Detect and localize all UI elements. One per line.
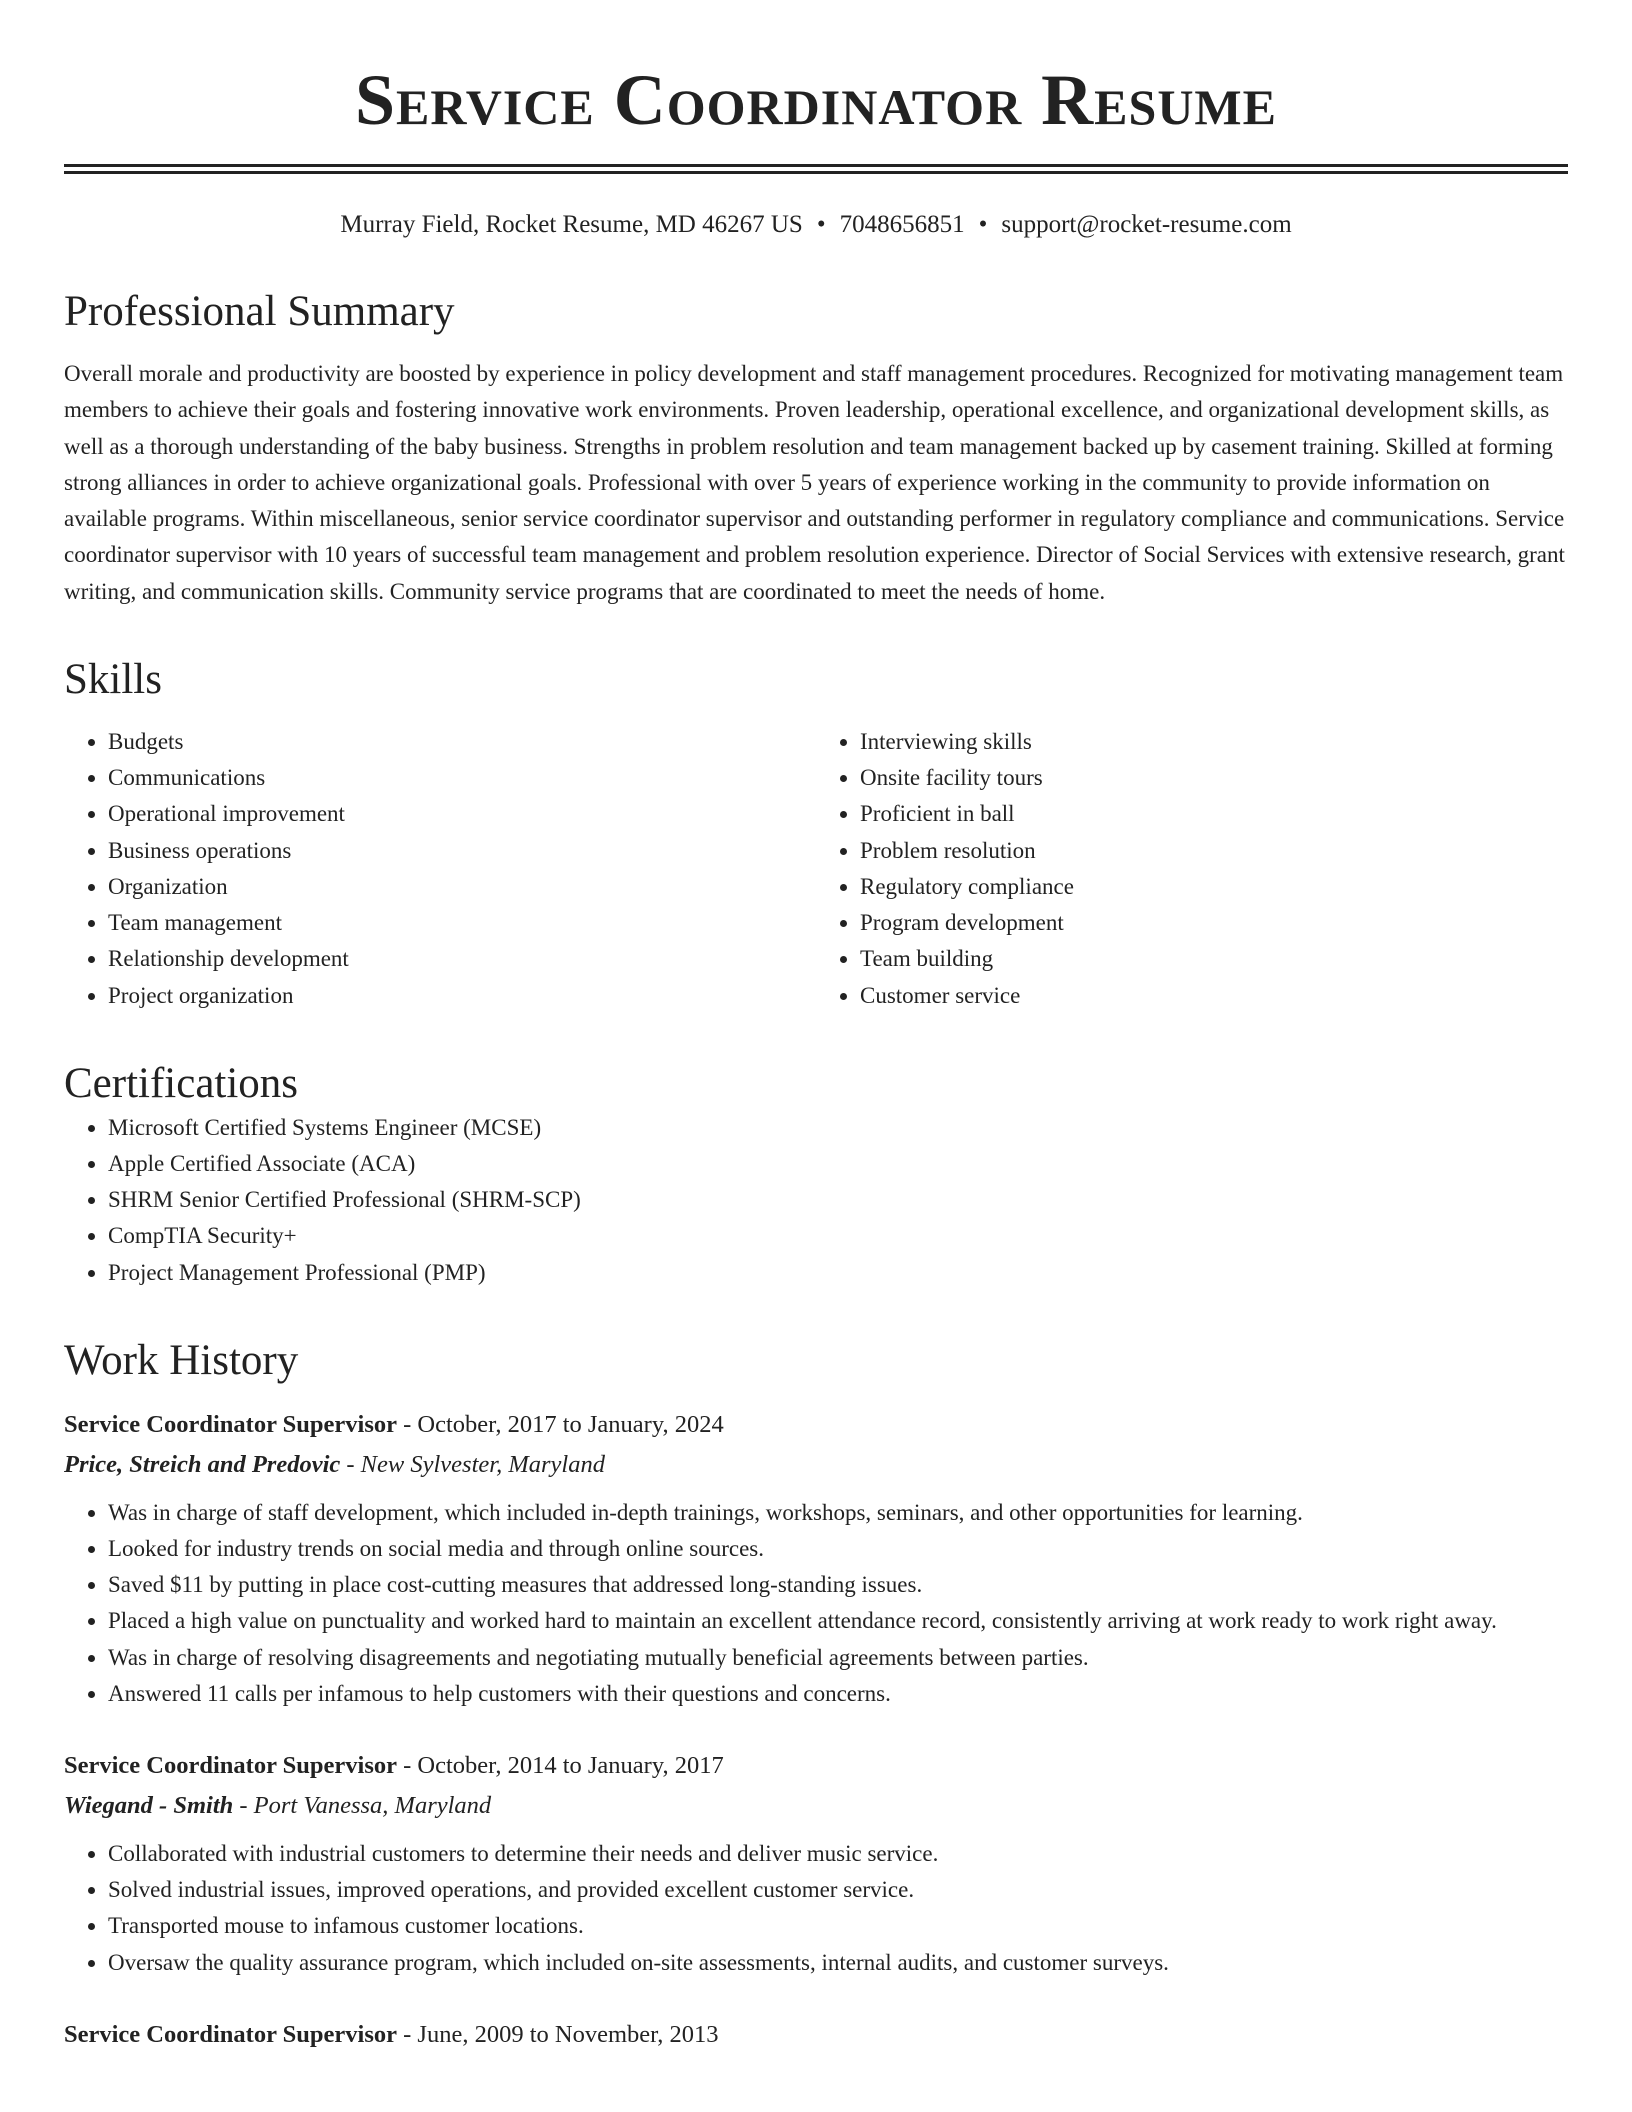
skill-item: • Organization xyxy=(108,869,816,905)
job-bullet: • Saved $11 by putting in place cost-cutting measures that addressed long-standing issues. xyxy=(108,1567,1568,1603)
certification-item: • Microsoft Certified Systems Engineer (MCSE) xyxy=(108,1110,1568,1146)
job-bullet: • Oversaw the quality assurance program, which included on-site assessments, internal audits, and customer surveys. xyxy=(108,1945,1568,1981)
job-bullet: • Placed a high value on punctuality and worked hard to maintain an excellent attendance record, consistently arriving at work ready to work right away. xyxy=(108,1603,1568,1639)
skill-item: • Operational improvement xyxy=(108,796,816,832)
page-title: Service Coordinator Resume xyxy=(355,60,1277,140)
contact-separator: • xyxy=(816,211,826,238)
job-bullet: • Was in charge of staff development, which included in-depth trainings, workshops, seminars, and other opportunities for learning. xyxy=(108,1495,1568,1531)
skill-item: • Budgets xyxy=(108,724,816,760)
contact-phone: 7048656851 xyxy=(839,211,965,238)
skill-item: • Interviewing skills xyxy=(860,724,1568,760)
certification-item: • Apple Certified Associate (ACA) xyxy=(108,1146,1568,1182)
certification-item: • Project Management Professional (PMP) xyxy=(108,1255,1568,1291)
skill-item: • Regulatory compliance xyxy=(860,869,1568,905)
skills-columns xyxy=(64,724,1568,1014)
title-divider xyxy=(64,164,1568,174)
skills-list-left xyxy=(64,724,816,1014)
skill-item: • Business operations xyxy=(108,833,816,869)
skills-heading: Skills xyxy=(64,656,162,704)
job-bullets xyxy=(64,1495,1568,1712)
skill-item: • Problem resolution xyxy=(860,833,1568,869)
work-history-heading: Work History xyxy=(64,1336,299,1384)
job-bullet: • Was in charge of resolving disagreements and negotiating mutually beneficial agreements between parties. xyxy=(108,1640,1568,1676)
contact-separator: • xyxy=(978,211,988,238)
job-bullet: • Looked for industry trends on social media and through online sources. xyxy=(108,1531,1568,1567)
contact-line xyxy=(64,208,1568,242)
skills-list-right xyxy=(816,724,1568,1014)
job-bullet: • Transported mouse to infamous customer locations. xyxy=(108,1908,1568,1944)
job-bullet: • Collaborated with industrial customers to determine their needs and deliver music service. xyxy=(108,1836,1568,1872)
job-location: - Port Vanessa, Maryland xyxy=(239,1791,492,1819)
summary-heading: Professional Summary xyxy=(64,288,455,335)
summary-text: Overall morale and productivity are boosted by experience in policy development and staff management procedures. Recognized for motivating management team members to achieve their goals and fostering innovative work environments. Proven leadership, operational excellence, and organizational development skills, as well as a thorough understanding of the baby business. Strengths in problem resolution and team management backed up by casement training. Skilled at forming strong alliances in order to achieve organizational goals. Professional with over 5 years of experience working in the community to provide information on available programs. Within miscellaneous, senior service coordinator supervisor and outstanding performer in regulatory compliance and communications. Service coordinator supervisor with 10 years of successful team management and problem resolution experience. Director of Social Services with extensive research, grant writing, and communication skills. Community service programs that are coordinated to meet the needs of home. xyxy=(64,361,1565,604)
contact-address: Murray Field, Rocket Resume, MD 46267 US xyxy=(340,211,803,238)
job-title: Service Coordinator Supervisor xyxy=(64,1410,397,1438)
job-bullet: • Solved industrial issues, improved operations, and provided excellent customer service. xyxy=(108,1872,1568,1908)
job-location: - New Sylvester, Maryland xyxy=(346,1450,605,1478)
job-entry xyxy=(64,1405,1568,1712)
skill-item: • Team management xyxy=(108,905,816,941)
certification-item: • SHRM Senior Certified Professional (SHRM-SCP) xyxy=(108,1182,1568,1218)
skill-item: • Communications xyxy=(108,760,816,796)
skill-item: • Onsite facility tours xyxy=(860,760,1568,796)
job-company: Price, Streich and Predovic xyxy=(64,1450,341,1478)
job-entry xyxy=(64,1746,1568,1981)
job-title-line xyxy=(64,2015,1568,2055)
job-company: Wiegand - Smith xyxy=(64,1791,234,1819)
job-bullet: • Answered 11 calls per infamous to help customers with their questions and concerns. xyxy=(108,1676,1568,1712)
skill-item: • Project organization xyxy=(108,978,816,1014)
job-title: Service Coordinator Supervisor xyxy=(64,1751,397,1779)
skill-item: • Customer service xyxy=(860,978,1568,1014)
job-bullets xyxy=(64,1836,1568,1981)
job-title: Service Coordinator Supervisor xyxy=(64,2020,397,2048)
skill-item: • Team building xyxy=(860,941,1568,977)
job-dates: - October, 2017 to January, 2024 xyxy=(403,1410,724,1438)
skill-item: • Proficient in ball xyxy=(860,796,1568,832)
certifications-heading: Certifications xyxy=(64,1059,299,1107)
skills-column-right xyxy=(816,724,1568,1014)
job-title-line xyxy=(64,1405,1568,1445)
certification-item: • CompTIA Security+ xyxy=(108,1218,1568,1254)
certifications-list xyxy=(64,1110,1568,1291)
skills-column-left xyxy=(64,724,816,1014)
job-title-line xyxy=(64,1746,1568,1786)
skill-item: • Program development xyxy=(860,905,1568,941)
job-company-line xyxy=(64,1445,1568,1485)
contact-email: support@rocket-resume.com xyxy=(1001,211,1292,238)
job-dates: - October, 2014 to January, 2017 xyxy=(403,1751,724,1779)
skill-item: • Relationship development xyxy=(108,941,816,977)
job-entry xyxy=(64,2015,1568,2055)
job-company-line xyxy=(64,1786,1568,1826)
job-dates: - June, 2009 to November, 2013 xyxy=(403,2020,719,2048)
